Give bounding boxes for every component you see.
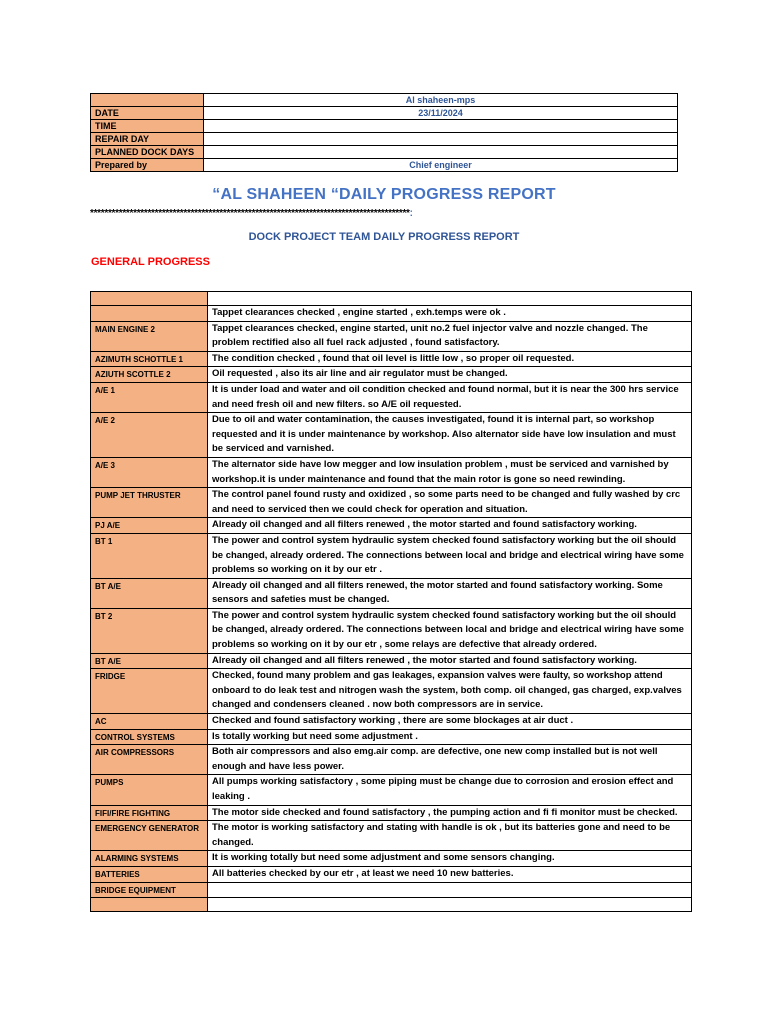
progress-description-cell: Already oil changed and all filters renewed, the motor started and found satisfactory working. Some sensors and safeties must be changed. xyxy=(208,578,692,608)
header-label-prepared-by: Prepared by xyxy=(91,159,204,172)
system-name-cell: ALARMING SYSTEMS xyxy=(91,851,208,867)
report-title: “AL SHAHEEN “DAILY PROGRESS REPORT xyxy=(212,186,556,203)
progress-description-cell: All pumps working satisfactory , some piping must be change due to corrosion and erosion effect and leaking . xyxy=(208,775,692,805)
system-name-cell: BT 2 xyxy=(91,608,208,653)
progress-description-cell: All batteries checked by our etr , at least we need 10 new batteries. xyxy=(208,866,692,882)
table-row xyxy=(91,292,692,306)
report-time xyxy=(204,120,678,133)
progress-description-cell xyxy=(208,292,692,306)
table-row xyxy=(91,351,692,367)
header-label-planned-dock-days: PLANNED DOCK DAYS xyxy=(91,146,204,159)
progress-description-cell: Oil requested , also its air line and air regulator must be changed. xyxy=(208,367,692,383)
system-name-cell: A/E 2 xyxy=(91,413,208,458)
table-row xyxy=(91,745,692,775)
progress-description-cell: Tappet clearances checked, engine started, unit no.2 fuel injector valve and nozzle changed. The problem rectified also all fuel rack adjusted , found satisfactory. xyxy=(208,321,692,351)
system-name-cell: A/E 3 xyxy=(91,457,208,487)
planned-dock-days-value xyxy=(204,146,678,159)
table-row xyxy=(91,578,692,608)
system-name-cell: PUMPS xyxy=(91,775,208,805)
system-name-cell: BATTERIES xyxy=(91,866,208,882)
progress-description-cell: It is under load and water and oil condition checked and found normal, but it is near the 300 hrs service and need fresh oil and new filters. so A/E oil requested. xyxy=(208,382,692,412)
progress-description-cell: Both air compressors and also emg.air comp. are defective, one new comp installed but is not well enough and have less power. xyxy=(208,745,692,775)
system-name-cell: FRIDGE xyxy=(91,669,208,714)
table-row xyxy=(91,866,692,882)
progress-description-cell: The alternator side have low megger and low insulation problem , must be serviced and varnished by workshop.it is under maintenance and found that the main rotor is gone so need rewinding. xyxy=(208,457,692,487)
progress-description-cell: Already oil changed and all filters renewed , the motor started and found satisfactory working. xyxy=(208,653,692,669)
system-name-cell: A/E 1 xyxy=(91,382,208,412)
table-row xyxy=(91,367,692,383)
system-name-cell: BT A/E xyxy=(91,653,208,669)
system-name-cell: AZIUTH SCOTTLE 2 xyxy=(91,367,208,383)
system-name-cell: BT A/E xyxy=(91,578,208,608)
separator-stars xyxy=(90,208,690,219)
progress-description-cell: Already oil changed and all filters renewed , the motor started and found satisfactory working. xyxy=(208,518,692,534)
table-row xyxy=(91,306,692,322)
system-name-cell: AIR COMPRESSORS xyxy=(91,745,208,775)
table-row xyxy=(91,805,692,821)
table-row xyxy=(91,897,692,911)
system-name-cell: MAIN ENGINE 2 xyxy=(91,321,208,351)
table-row xyxy=(91,413,692,458)
system-name-cell: BT 1 xyxy=(91,533,208,578)
report-date: 23/11/2024 xyxy=(204,107,678,120)
vessel-name: Al shaheen-mps xyxy=(204,94,678,107)
progress-description-cell: Is totally working but need some adjustment . xyxy=(208,729,692,745)
system-name-cell xyxy=(91,292,208,306)
progress-description-cell xyxy=(208,882,692,897)
progress-description-cell xyxy=(208,897,692,911)
progress-description-cell: The control panel found rusty and oxidized , so some parts need to be changed and fully washed by crc and need to serviced then we could check for operation and situation. xyxy=(208,488,692,518)
progress-description-cell: The motor is working satisfactory and stating with handle is ok , but its batteries gone and need to be changed. xyxy=(208,821,692,851)
progress-description-cell: Tappet clearances checked , engine started , exh.temps were ok . xyxy=(208,306,692,322)
section-heading-general-progress: GENERAL PROGRESS xyxy=(91,256,210,268)
table-row xyxy=(91,518,692,534)
separator-stars-text: ***************************************************************************************** xyxy=(90,208,410,219)
system-name-cell: PUMP JET THRUSTER xyxy=(91,488,208,518)
system-name-cell: AZIMUTH SCHOTTLE 1 xyxy=(91,351,208,367)
progress-description-cell: It is working totally but need some adjustment and some sensors changing. xyxy=(208,851,692,867)
system-name-cell: BRIDGE EQUIPMENT xyxy=(91,882,208,897)
table-row xyxy=(91,488,692,518)
system-name-cell: PJ A/E xyxy=(91,518,208,534)
table-row xyxy=(91,882,692,897)
report-header-table xyxy=(90,93,678,172)
progress-description-cell: Due to oil and water contamination, the causes investigated, found it is internal part, so workshop requested and it is under maintenance by workshop. Also alternator side have low insulation and must be serviced and varnished. xyxy=(208,413,692,458)
progress-description-cell: The power and control system hydraulic system checked found satisfactory working but the oil should be changed, already ordered. The connections between local and bridge and electrical wiring have some problems so working on it by our etr . xyxy=(208,533,692,578)
header-label-date: DATE xyxy=(91,107,204,120)
header-row-repair-day xyxy=(91,133,678,146)
general-progress-table xyxy=(90,291,692,912)
table-row xyxy=(91,608,692,653)
system-name-cell: EMERGENCY GENERATOR xyxy=(91,821,208,851)
header-row-vessel xyxy=(91,94,678,107)
header-row-date xyxy=(91,107,678,120)
system-name-cell: AC xyxy=(91,714,208,730)
header-label-repair-day: REPAIR DAY xyxy=(91,133,204,146)
progress-description-cell: The power and control system hydraulic system checked found satisfactory working but the oil should be changed, already ordered. The connections between local and bridge and electrical wiring have some problems so working on it by our etr , some relays are defective that already ordered. xyxy=(208,608,692,653)
table-row xyxy=(91,533,692,578)
system-name-cell: CONTROL SYSTEMS xyxy=(91,729,208,745)
header-row-planned-dock-days xyxy=(91,146,678,159)
report-subtitle: DOCK PROJECT TEAM DAILY PROGRESS REPORT xyxy=(248,231,520,243)
table-row xyxy=(91,851,692,867)
table-row xyxy=(91,669,692,714)
header-row-time xyxy=(91,120,678,133)
table-row xyxy=(91,457,692,487)
table-row xyxy=(91,714,692,730)
system-name-cell xyxy=(91,306,208,322)
prepared-by-value: Chief engineer xyxy=(204,159,678,172)
system-name-cell: FIFI/FIRE FIGHTING xyxy=(91,805,208,821)
table-row xyxy=(91,321,692,351)
header-label-time: TIME xyxy=(91,120,204,133)
repair-day-value xyxy=(204,133,678,146)
header-row-prepared-by xyxy=(91,159,678,172)
progress-description-cell: Checked and found satisfactory working , there are some blockages at air duct . xyxy=(208,714,692,730)
table-row xyxy=(91,382,692,412)
progress-description-cell: The condition checked , found that oil level is little low , so proper oil requested. xyxy=(208,351,692,367)
progress-description-cell: Checked, found many problem and gas leakages, expansion valves were faulty, so workshop attend onboard to do leak test and nitrogen wash the system, both comp. oil changed, gas charged, exp.valves changed and condensers cleaned . now both compressors are in service. xyxy=(208,669,692,714)
table-row xyxy=(91,729,692,745)
system-name-cell xyxy=(91,897,208,911)
table-row xyxy=(91,775,692,805)
separator-colon: : xyxy=(409,208,413,219)
header-label xyxy=(91,94,204,107)
progress-description-cell: The motor side checked and found satisfactory , the pumping action and fi fi monitor must be checked. xyxy=(208,805,692,821)
table-row xyxy=(91,653,692,669)
table-row xyxy=(91,821,692,851)
